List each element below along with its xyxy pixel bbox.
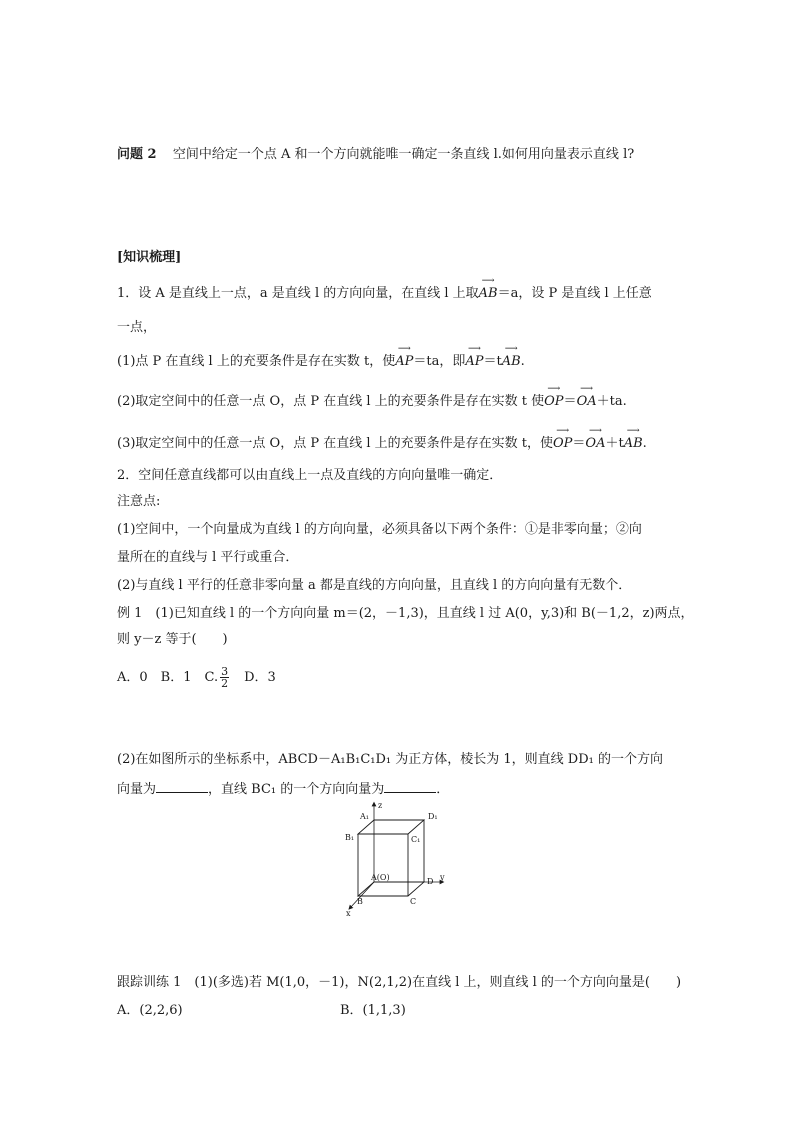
example-1-part-2-line-1: (2)在如图所示的坐标系中，ABCD－A₁B₁C₁D₁ 为正方体，棱长为 1，则直线 DD₁ 的一个方向	[117, 752, 663, 767]
frac-num: 3	[221, 665, 229, 678]
part2-text-a: 向量为	[117, 782, 157, 797]
note-1-line-2: 量所在的直线与 l 平行或重合．	[117, 550, 299, 565]
vector-ap-2: ⟶ AP	[465, 354, 483, 370]
knowledge-item-2: 2．空间任意直线都可以由直线上一点及直线的方向向量唯一确定．	[117, 468, 503, 483]
options-prefix: A．0 B．1 C.	[117, 670, 219, 685]
problem-2-text: 空间中给定一个点 A 和一个方向就能唯一确定一条直线 l.如何用向量表示直线 l?	[172, 147, 635, 162]
notes-heading: 注意点:	[117, 494, 161, 509]
label-d1: D₁	[428, 812, 438, 821]
label-d: D	[427, 877, 434, 886]
item1-text-a: 1．设 A 是直线上一点，a 是直线 l 的方向向量，在直线 l 上取	[117, 286, 479, 301]
vector-oa: ⟶ OA	[577, 394, 597, 410]
cond3-text-b: ＋t	[605, 436, 624, 451]
cond3-end: .	[642, 436, 647, 451]
label-a1: A₁	[360, 812, 369, 821]
cond2-eq: ＝	[563, 394, 577, 409]
vector-ab-3: ⟶ AB	[624, 436, 643, 452]
condition-3	[117, 436, 647, 452]
example-1-line-1: 例 1 (1)已知直线 l 的一个方向向量 m＝(2，－1,3)，且直线 l 过 A(0，y,3)和 B(－1,2，z)两点，	[117, 606, 694, 621]
part2-text-b: ，直线 BC₁ 的一个方向向量为	[208, 782, 385, 797]
frac-den: 2	[221, 677, 229, 690]
label-c: C	[410, 897, 417, 906]
cube-top-face	[358, 820, 424, 834]
cube-figure	[338, 800, 458, 920]
cond2-end: ＋ta.	[596, 394, 627, 409]
cond3-eq: ＝	[572, 436, 586, 451]
knowledge-item-1	[117, 286, 652, 302]
answer-blank-dd1[interactable]	[156, 780, 208, 793]
cond3-text-a: (3)取定空间中的任意一点 O，点 P 在直线 l 上的充要条件是存在实数 t，使	[117, 436, 553, 451]
label-x: x	[346, 909, 351, 918]
cond1-text-c: ＝t	[483, 354, 502, 369]
vector-op: ⟶ OP	[544, 394, 563, 410]
label-b: B	[357, 897, 363, 906]
example-1-options	[117, 666, 276, 689]
condition-1	[117, 354, 525, 370]
example-1-part-2-line-2	[117, 780, 449, 798]
answer-blank-bc1[interactable]	[384, 780, 436, 793]
example-1-line-2: 则 y－z 等于( )	[117, 632, 228, 647]
options-suffix: D．3	[231, 670, 276, 685]
note-2: (2)与直线 l 平行的任意非零向量 a 都是直线的方向向量，且直线 l 的方向向量有无数个．	[117, 578, 632, 593]
item1-text-b: ＝a，设 P 是直线 l 上任意	[497, 286, 652, 301]
vector-ab: ⟶ AB	[479, 286, 498, 302]
cond1-text-b: ＝ta，即	[413, 354, 466, 369]
cond1-text-a: (1)点 P 在直线 l 上的充要条件是存在实数 t，使	[117, 354, 396, 369]
label-z: z	[378, 801, 383, 810]
problem-2-label: 问题 2	[117, 147, 157, 162]
knowledge-heading: [知识梳理]	[117, 250, 182, 265]
part2-text-c: ．	[436, 782, 450, 797]
label-c1: C₁	[411, 835, 421, 844]
vector-ab-2: ⟶ AB	[502, 354, 521, 370]
note-1-line-1: (1)空间中，一个向量成为直线 l 的方向向量，必须具备以下两个条件：①是非零向量；②向	[117, 522, 642, 537]
condition-2	[117, 394, 627, 410]
knowledge-item-1-cont: 一点，	[117, 320, 157, 335]
label-b1: B₁	[345, 833, 355, 842]
vector-op-2: ⟶ OP	[553, 436, 572, 452]
fraction-three-halves	[220, 666, 229, 689]
cond1-end: .	[520, 354, 525, 369]
vector-oa-2: ⟶ OA	[585, 436, 605, 452]
vector-ap: ⟶ AP	[395, 354, 413, 370]
label-y: y	[440, 873, 445, 882]
cond2-text-a: (2)取定空间中的任意一点 O，点 P 在直线 l 上的充要条件是存在实数 t 使	[117, 394, 545, 409]
practice-1-option-a: A．(2,2,6)	[117, 1003, 183, 1018]
problem-2	[117, 147, 634, 163]
label-ao: A(O)	[371, 873, 390, 882]
practice-1-line-1: 跟踪训练 1 (1)(多选)若 M(1,0，－1)，N(2,1,2)在直线 l 上，则直线 l 的一个方向向量是( )	[117, 975, 682, 990]
practice-1-option-b: B．(1,1,3)	[340, 1003, 406, 1018]
